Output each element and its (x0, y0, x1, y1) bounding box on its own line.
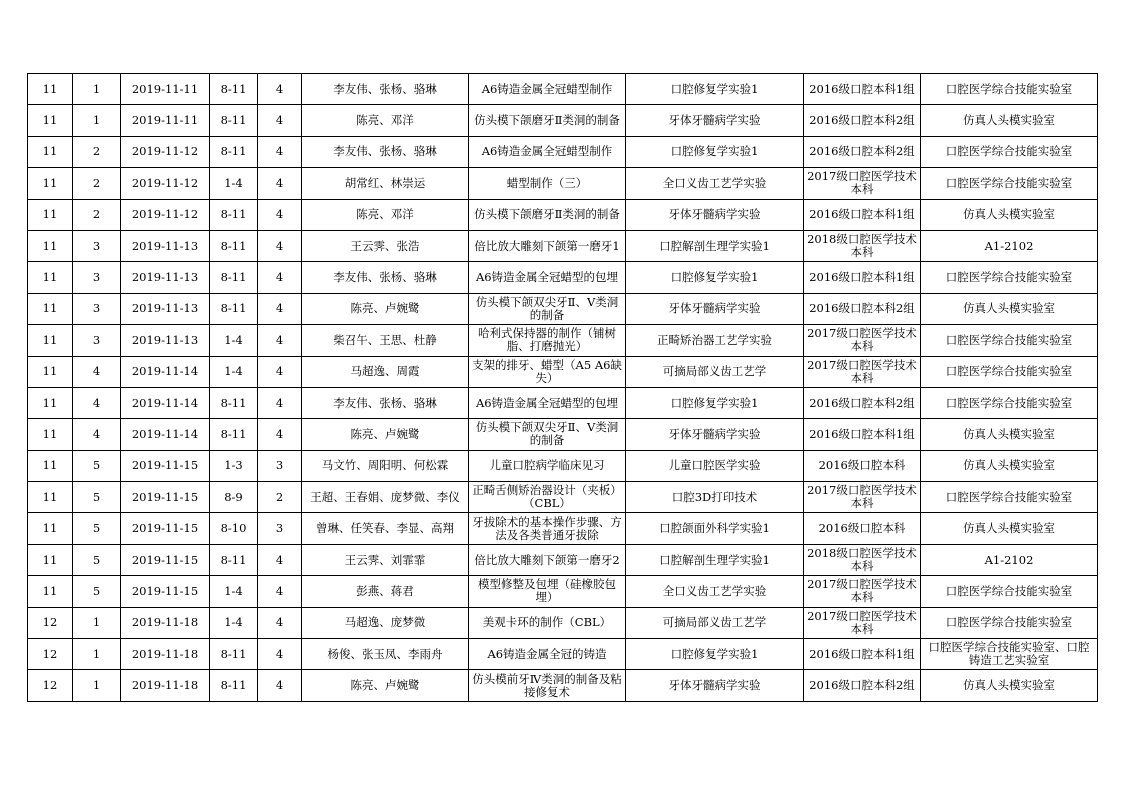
course-cell: 口腔修复学实验1 (626, 262, 804, 293)
content-cell: 支架的排牙、蜡型（A5 A6缺失） (469, 356, 626, 387)
hours-cell: 4 (258, 419, 302, 450)
weekday-cell: 3 (73, 262, 121, 293)
course-cell: 口腔解剖生理学实验1 (626, 544, 804, 575)
schedule-table (27, 73, 1098, 702)
course-cell: 牙体牙髓病学实验 (626, 419, 804, 450)
room-cell: 口腔医学综合技能实验室 (921, 607, 1098, 638)
room-cell: 口腔医学综合技能实验室 (921, 482, 1098, 513)
week-cell: 11 (28, 168, 73, 199)
room-cell: 口腔医学综合技能实验室 (921, 387, 1098, 418)
hours-cell: 3 (258, 513, 302, 544)
week-cell: 11 (28, 544, 73, 575)
content-cell: 倍比放大雕刻下颌第一磨牙2 (469, 544, 626, 575)
teachers-cell: 胡常红、林崇运 (302, 168, 469, 199)
periods-cell: 8-11 (210, 230, 258, 261)
content-cell: 仿头模下颌磨牙Ⅱ类洞的制备 (469, 199, 626, 230)
weekday-cell: 2 (73, 168, 121, 199)
class-group-cell: 2017级口腔医学技术本科 (804, 482, 921, 513)
room-cell: 仿真人头模实验室 (921, 199, 1098, 230)
weekday-cell: 1 (73, 74, 121, 105)
week-cell: 12 (28, 639, 73, 670)
teachers-cell: 李友伟、张杨、骆琳 (302, 387, 469, 418)
table-row (28, 199, 1098, 230)
date-cell: 2019-11-13 (121, 262, 210, 293)
table-row (28, 387, 1098, 418)
content-cell: 仿头模下颌双尖牙Ⅱ、Ⅴ类洞的制备 (469, 293, 626, 324)
course-cell: 牙体牙髓病学实验 (626, 199, 804, 230)
week-cell: 11 (28, 230, 73, 261)
course-cell: 口腔修复学实验1 (626, 639, 804, 670)
room-cell: 口腔医学综合技能实验室 (921, 325, 1098, 356)
teachers-cell: 陈亮、卢婉鹭 (302, 419, 469, 450)
weekday-cell: 5 (73, 482, 121, 513)
hours-cell: 4 (258, 670, 302, 701)
periods-cell: 1-3 (210, 450, 258, 481)
teachers-cell: 李友伟、张杨、骆琳 (302, 262, 469, 293)
week-cell: 11 (28, 576, 73, 607)
table-row (28, 325, 1098, 356)
course-cell: 口腔解剖生理学实验1 (626, 230, 804, 261)
week-cell: 12 (28, 607, 73, 638)
course-cell: 可摘局部义齿工艺学 (626, 356, 804, 387)
room-cell: 口腔医学综合技能实验室 (921, 74, 1098, 105)
class-group-cell: 2017级口腔医学技术本科 (804, 576, 921, 607)
week-cell: 11 (28, 419, 73, 450)
teachers-cell: 陈亮、邓洋 (302, 199, 469, 230)
periods-cell: 8-11 (210, 419, 258, 450)
course-cell: 可摘局部义齿工艺学 (626, 607, 804, 638)
teachers-cell: 马超逸、庞梦微 (302, 607, 469, 638)
room-cell: 仿真人头模实验室 (921, 293, 1098, 324)
teachers-cell: 王云霁、刘霏霏 (302, 544, 469, 575)
room-cell: 口腔医学综合技能实验室 (921, 136, 1098, 167)
room-cell: 仿真人头模实验室 (921, 419, 1098, 450)
weekday-cell: 2 (73, 136, 121, 167)
weekday-cell: 5 (73, 576, 121, 607)
periods-cell: 1-4 (210, 356, 258, 387)
date-cell: 2019-11-12 (121, 136, 210, 167)
periods-cell: 1-4 (210, 325, 258, 356)
content-cell: 仿头模下颌磨牙Ⅱ类洞的制备 (469, 105, 626, 136)
class-group-cell: 2016级口腔本科 (804, 513, 921, 544)
schedule-body (28, 74, 1098, 702)
class-group-cell: 2017级口腔医学技术本科 (804, 325, 921, 356)
week-cell: 11 (28, 74, 73, 105)
weekday-cell: 3 (73, 325, 121, 356)
content-cell: A6铸造金属全冠蜡型的包埋 (469, 262, 626, 293)
content-cell: A6铸造金属全冠蜡型制作 (469, 136, 626, 167)
periods-cell: 8-11 (210, 136, 258, 167)
weekday-cell: 3 (73, 293, 121, 324)
course-cell: 口腔修复学实验1 (626, 136, 804, 167)
teachers-cell: 柴召午、王思、杜静 (302, 325, 469, 356)
periods-cell: 8-11 (210, 387, 258, 418)
course-cell: 口腔颌面外科学实验1 (626, 513, 804, 544)
room-cell: 仿真人头模实验室 (921, 450, 1098, 481)
room-cell: 仿真人头模实验室 (921, 670, 1098, 701)
week-cell: 11 (28, 513, 73, 544)
periods-cell: 8-11 (210, 262, 258, 293)
course-cell: 牙体牙髓病学实验 (626, 105, 804, 136)
periods-cell: 8-11 (210, 105, 258, 136)
date-cell: 2019-11-13 (121, 230, 210, 261)
weekday-cell: 4 (73, 356, 121, 387)
room-cell: A1-2102 (921, 230, 1098, 261)
teachers-cell: 陈亮、邓洋 (302, 105, 469, 136)
week-cell: 11 (28, 262, 73, 293)
class-group-cell: 2017级口腔医学技术本科 (804, 168, 921, 199)
table-row (28, 450, 1098, 481)
table-row (28, 419, 1098, 450)
weekday-cell: 5 (73, 513, 121, 544)
table-row (28, 670, 1098, 701)
date-cell: 2019-11-15 (121, 450, 210, 481)
content-cell: 模型修整及包埋（硅橡胶包埋） (469, 576, 626, 607)
hours-cell: 2 (258, 482, 302, 513)
course-cell: 正畸矫治器工艺学实验 (626, 325, 804, 356)
content-cell: 倍比放大雕刻下颌第一磨牙1 (469, 230, 626, 261)
hours-cell: 4 (258, 262, 302, 293)
teachers-cell: 王云霁、张浩 (302, 230, 469, 261)
hours-cell: 4 (258, 356, 302, 387)
periods-cell: 1-4 (210, 576, 258, 607)
content-cell: 正畸舌侧矫治器设计（夹板）（CBL） (469, 482, 626, 513)
class-group-cell: 2016级口腔本科2组 (804, 387, 921, 418)
course-cell: 口腔3D打印技术 (626, 482, 804, 513)
class-group-cell: 2018级口腔医学技术本科 (804, 544, 921, 575)
periods-cell: 1-4 (210, 168, 258, 199)
teachers-cell: 杨俊、张玉凤、李雨舟 (302, 639, 469, 670)
teachers-cell: 李友伟、张杨、骆琳 (302, 136, 469, 167)
weekday-cell: 1 (73, 639, 121, 670)
teachers-cell: 陈亮、卢婉鹭 (302, 670, 469, 701)
class-group-cell: 2016级口腔本科1组 (804, 262, 921, 293)
hours-cell: 4 (258, 607, 302, 638)
table-row (28, 105, 1098, 136)
room-cell: 口腔医学综合技能实验室 (921, 168, 1098, 199)
week-cell: 11 (28, 293, 73, 324)
weekday-cell: 5 (73, 544, 121, 575)
week-cell: 11 (28, 325, 73, 356)
date-cell: 2019-11-18 (121, 607, 210, 638)
course-cell: 全口义齿工艺学实验 (626, 576, 804, 607)
weekday-cell: 5 (73, 450, 121, 481)
weekday-cell: 1 (73, 670, 121, 701)
date-cell: 2019-11-15 (121, 482, 210, 513)
room-cell: 仿真人头模实验室 (921, 105, 1098, 136)
week-cell: 11 (28, 482, 73, 513)
date-cell: 2019-11-13 (121, 293, 210, 324)
teachers-cell: 彭燕、蒋君 (302, 576, 469, 607)
periods-cell: 8-11 (210, 544, 258, 575)
course-cell: 口腔修复学实验1 (626, 387, 804, 418)
teachers-cell: 陈亮、卢婉鹭 (302, 293, 469, 324)
table-row (28, 576, 1098, 607)
hours-cell: 4 (258, 293, 302, 324)
date-cell: 2019-11-12 (121, 199, 210, 230)
content-cell: 牙拔除术的基本操作步骤、方法及各类普通牙拔除 (469, 513, 626, 544)
table-row (28, 639, 1098, 670)
periods-cell: 8-10 (210, 513, 258, 544)
content-cell: 美观卡环的制作（CBL） (469, 607, 626, 638)
periods-cell: 8-11 (210, 199, 258, 230)
date-cell: 2019-11-13 (121, 325, 210, 356)
teachers-cell: 马超逸、周霞 (302, 356, 469, 387)
class-group-cell: 2016级口腔本科1组 (804, 199, 921, 230)
hours-cell: 4 (258, 74, 302, 105)
weekday-cell: 4 (73, 419, 121, 450)
room-cell: 口腔医学综合技能实验室 (921, 356, 1098, 387)
table-row (28, 230, 1098, 261)
content-cell: 哈利式保持器的制作（铺树脂、打磨抛光） (469, 325, 626, 356)
class-group-cell: 2016级口腔本科1组 (804, 74, 921, 105)
content-cell: 儿童口腔病学临床见习 (469, 450, 626, 481)
periods-cell: 8-11 (210, 74, 258, 105)
table-row (28, 293, 1098, 324)
week-cell: 11 (28, 450, 73, 481)
room-cell: 口腔医学综合技能实验室、口腔铸造工艺实验室 (921, 639, 1098, 670)
periods-cell: 8-11 (210, 670, 258, 701)
teachers-cell: 曾琳、任笑春、李显、高翔 (302, 513, 469, 544)
periods-cell: 8-11 (210, 639, 258, 670)
class-group-cell: 2016级口腔本科1组 (804, 419, 921, 450)
periods-cell: 8-11 (210, 293, 258, 324)
room-cell: A1-2102 (921, 544, 1098, 575)
class-group-cell: 2016级口腔本科2组 (804, 670, 921, 701)
weekday-cell: 3 (73, 230, 121, 261)
course-cell: 全口义齿工艺学实验 (626, 168, 804, 199)
class-group-cell: 2016级口腔本科2组 (804, 136, 921, 167)
date-cell: 2019-11-11 (121, 105, 210, 136)
content-cell: 仿头模下颌双尖牙Ⅱ、Ⅴ类洞的制备 (469, 419, 626, 450)
week-cell: 12 (28, 670, 73, 701)
week-cell: 11 (28, 199, 73, 230)
periods-cell: 1-4 (210, 607, 258, 638)
course-cell: 儿童口腔医学实验 (626, 450, 804, 481)
hours-cell: 4 (258, 387, 302, 418)
content-cell: A6铸造金属全冠蜡型制作 (469, 74, 626, 105)
date-cell: 2019-11-15 (121, 544, 210, 575)
date-cell: 2019-11-12 (121, 168, 210, 199)
hours-cell: 4 (258, 168, 302, 199)
content-cell: 蜡型制作（三） (469, 168, 626, 199)
week-cell: 11 (28, 387, 73, 418)
content-cell: 仿头模前牙Ⅳ类洞的制备及粘接修复术 (469, 670, 626, 701)
class-group-cell: 2016级口腔本科1组 (804, 639, 921, 670)
date-cell: 2019-11-14 (121, 387, 210, 418)
course-cell: 牙体牙髓病学实验 (626, 293, 804, 324)
table-row (28, 544, 1098, 575)
weekday-cell: 2 (73, 199, 121, 230)
teachers-cell: 马文竹、周阳明、何松霖 (302, 450, 469, 481)
date-cell: 2019-11-15 (121, 576, 210, 607)
hours-cell: 3 (258, 450, 302, 481)
table-row (28, 136, 1098, 167)
course-cell: 牙体牙髓病学实验 (626, 670, 804, 701)
room-cell: 口腔医学综合技能实验室 (921, 576, 1098, 607)
hours-cell: 4 (258, 576, 302, 607)
content-cell: A6铸造金属全冠蜡型的包埋 (469, 387, 626, 418)
weekday-cell: 1 (73, 105, 121, 136)
hours-cell: 4 (258, 544, 302, 575)
hours-cell: 4 (258, 199, 302, 230)
weekday-cell: 1 (73, 607, 121, 638)
teachers-cell: 李友伟、张杨、骆琳 (302, 74, 469, 105)
hours-cell: 4 (258, 105, 302, 136)
course-cell: 口腔修复学实验1 (626, 74, 804, 105)
room-cell: 口腔医学综合技能实验室 (921, 262, 1098, 293)
class-group-cell: 2017级口腔医学技术本科 (804, 356, 921, 387)
table-row (28, 482, 1098, 513)
class-group-cell: 2018级口腔医学技术本科 (804, 230, 921, 261)
table-row (28, 262, 1098, 293)
periods-cell: 8-9 (210, 482, 258, 513)
hours-cell: 4 (258, 325, 302, 356)
table-row (28, 607, 1098, 638)
class-group-cell: 2017级口腔医学技术本科 (804, 607, 921, 638)
weekday-cell: 4 (73, 387, 121, 418)
room-cell: 仿真人头模实验室 (921, 513, 1098, 544)
date-cell: 2019-11-14 (121, 356, 210, 387)
table-row (28, 168, 1098, 199)
date-cell: 2019-11-18 (121, 639, 210, 670)
table-row (28, 74, 1098, 105)
class-group-cell: 2016级口腔本科2组 (804, 293, 921, 324)
week-cell: 11 (28, 356, 73, 387)
content-cell: A6铸造金属全冠的铸造 (469, 639, 626, 670)
hours-cell: 4 (258, 136, 302, 167)
date-cell: 2019-11-18 (121, 670, 210, 701)
hours-cell: 4 (258, 230, 302, 261)
class-group-cell: 2016级口腔本科2组 (804, 105, 921, 136)
date-cell: 2019-11-15 (121, 513, 210, 544)
week-cell: 11 (28, 136, 73, 167)
class-group-cell: 2016级口腔本科 (804, 450, 921, 481)
teachers-cell: 王超、王春娟、庞梦微、李仪 (302, 482, 469, 513)
hours-cell: 4 (258, 639, 302, 670)
date-cell: 2019-11-11 (121, 74, 210, 105)
week-cell: 11 (28, 105, 73, 136)
table-row (28, 356, 1098, 387)
date-cell: 2019-11-14 (121, 419, 210, 450)
table-row (28, 513, 1098, 544)
